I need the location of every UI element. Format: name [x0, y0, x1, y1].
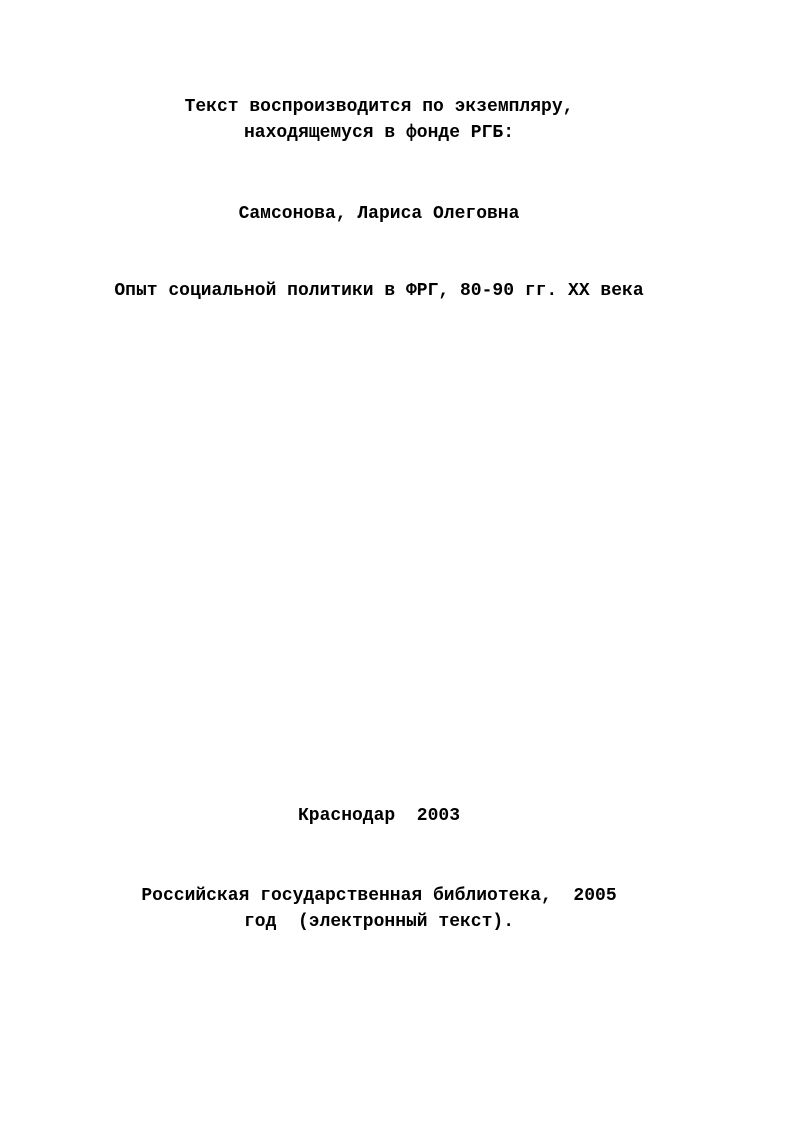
- author-name: Самсонова, Лариса Олеговна: [238, 204, 520, 224]
- source-notice-line-1: Текст воспроизводится по экземпляру,: [184, 97, 574, 117]
- document-title: Опыт социальной политики в ФРГ, 80-90 гг. XX века: [114, 281, 644, 301]
- publisher-notice-line-2: год (электронный текст).: [243, 912, 515, 932]
- publisher-notice-line-1: Российская государственная библиотека, 2005: [141, 886, 617, 906]
- place-and-year: Краснодар 2003: [297, 806, 461, 826]
- source-notice-line-2: находящемуся в фонде РГБ:: [243, 123, 515, 143]
